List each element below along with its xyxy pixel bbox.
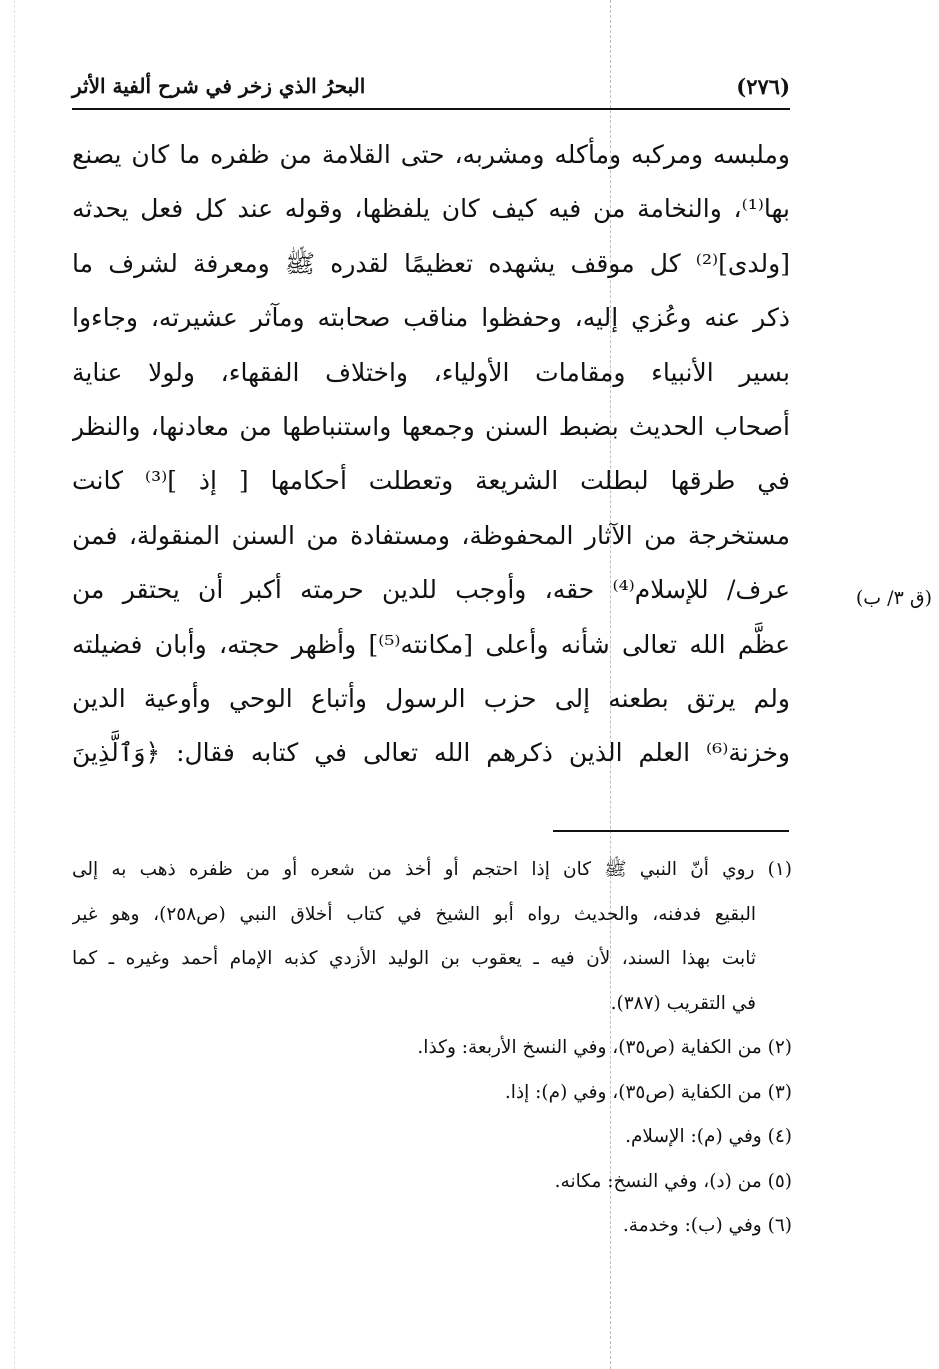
text-line: بسير الأنبياء ومقامات الأولياء، واختلاف الفقهاء، ولولا عناية: [72, 357, 790, 387]
page-number: (٢٧٦): [736, 73, 790, 99]
header-rule: [72, 108, 790, 110]
text-line: عظَّم الله تعالى شأنه وأعلى [مكانته⁽⁵⁾] وأظهر حجته، وأبان فضيلته: [72, 629, 790, 659]
main-text: [72, 128, 790, 781]
footnotes: [72, 848, 792, 1249]
text-line: بها⁽¹⁾، والنخامة من فيه كيف كان يلفظها، وقوله عند كل فعل يحدثه: [72, 194, 790, 224]
footnote-line: ثابت بهذا السند، لأن فيه ـ يعقوب بن الوليد الأزدي كذبه الإمام أحمد وغيره ـ كما: [72, 948, 756, 969]
page-header: [72, 66, 790, 106]
footnote-line: (٣) من الكفاية (ص٣٥)، وفي (م): إذا.: [504, 1081, 792, 1103]
footnote-line: (٥) من (د)، وفي النسخ: مكانه.: [554, 1170, 792, 1192]
footnote-line: (٤) وفي (م): الإسلام.: [625, 1126, 792, 1147]
text-line: وخزنة⁽⁶⁾ العلم الذين ذكرهم الله تعالى في كتابه فقال: ﴿وَٱلَّذِينَ: [72, 738, 790, 768]
manuscript-folio-note: (ق ٣/ ب): [855, 587, 932, 609]
footnote-line: (١) روي أنّ النبي ﷺ كان إذا احتجم أو أخذ من شعره أو من ظفره ذهب به إلى: [72, 859, 792, 880]
footnote-line: في التقريب (٣٨٧).: [610, 992, 756, 1014]
text-line: في طرقها لبطلت الشريعة وتعطلت أحكامها [ إذ ]⁽³⁾ كانت: [72, 466, 790, 496]
scan-artifact-line-left: [14, 0, 15, 1369]
text-line: أصحاب الحديث بضبط السنن وجمعها واستنباطها من معادنها، والنظر: [72, 411, 790, 441]
text-line: عرف/ للإسلام⁽⁴⁾ حقه، وأوجب للدين حرمته أكبر أن يحتقر من: [72, 575, 790, 605]
text-line: مستخرجة من الآثار المحفوظة، ومستفادة من السنن المنقولة، فمن: [72, 520, 790, 550]
text-line: [ولدى]⁽²⁾ كل موقف يشهده تعظيمًا لقدره ﷺ ومعرفة لشرف ما: [72, 248, 790, 278]
text-line: وملبسه ومركبه ومأكله ومشربه، حتى القلامة من ظفره ما كان يصنع: [72, 140, 790, 169]
footnote-separator: [553, 830, 789, 832]
footnote-line: (٢) من الكفاية (ص٣٥)، وفي النسخ الأربعة: وكذا.: [417, 1037, 792, 1058]
footnote-line: (٦) وفي (ب): وخدمة.: [622, 1215, 792, 1236]
text-line: ذكر عنه وعُزي إليه، وحفظوا مناقب صحابته ومآثر عشيرته، وجاءوا: [72, 303, 790, 333]
text-line: ولم يرتق بطعنه إلى حزب الرسول وأتباع الوحي وأوعية الدين: [72, 683, 790, 713]
footnote-line: البقيع فدفنه، والحديث رواه أبو الشيخ في كتاب أخلاق النبي (ص٢٥٨)، وهو غير: [72, 903, 756, 925]
running-title: البحرُ الذي زخر في شرح ألفية الأثر: [72, 74, 366, 98]
